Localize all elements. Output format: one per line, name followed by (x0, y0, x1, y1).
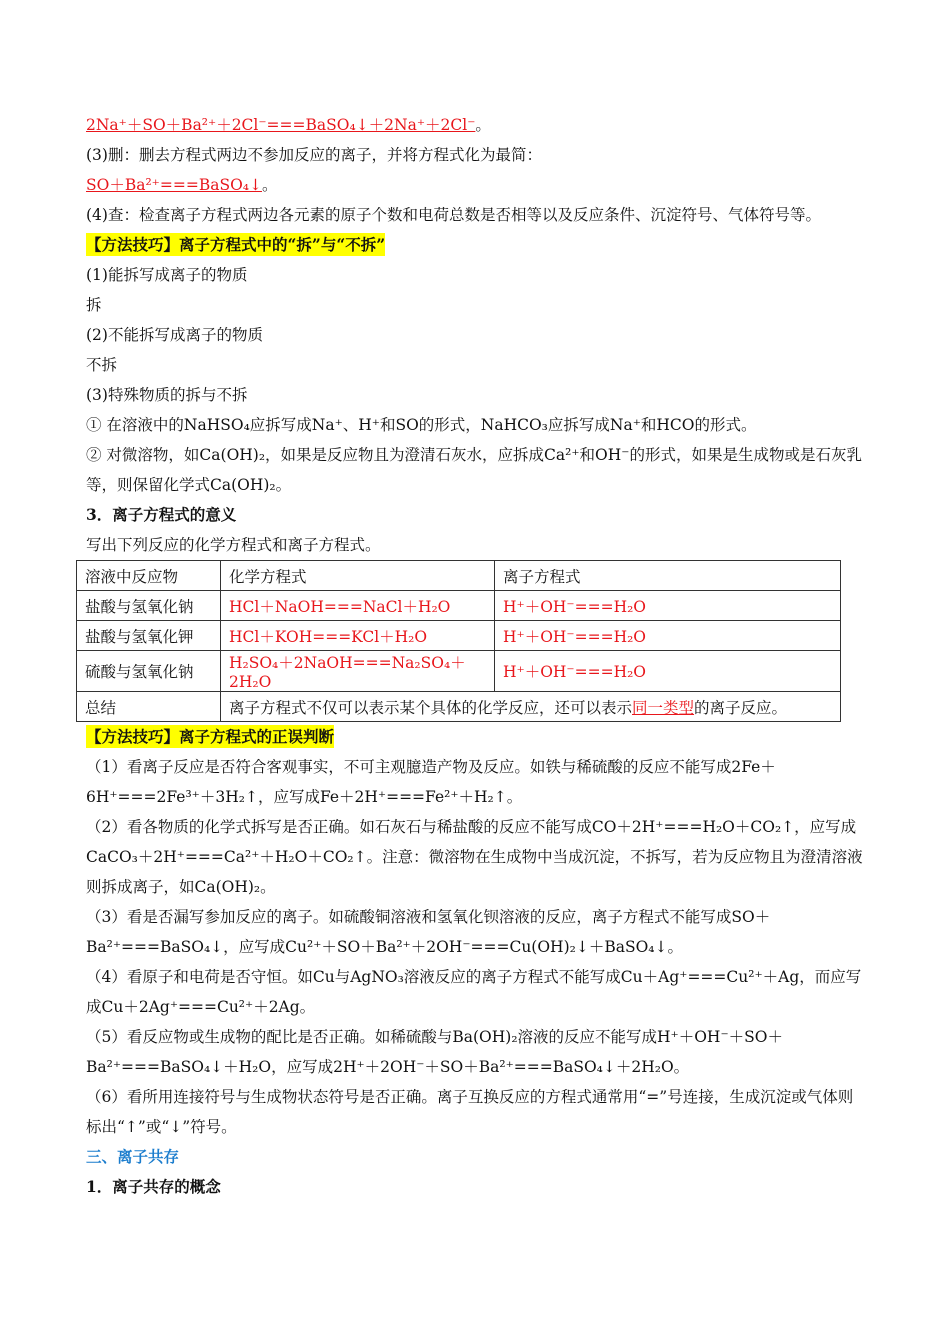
net-ionic-equation: SO＋Ba²⁺===BaSO₄↓ (86, 176, 262, 194)
judgment-2: （2）看各物质的化学式拆写是否正确。如石灰石与稀盐酸的反应不能写成CO＋2H⁺===H₂O＋CO₂↑，应写成CaCO₃＋2H⁺===Ca²⁺＋H₂O＋CO₂↑。注意：微溶物在生成物中当成沉淀，不拆写，若为反应物且为澄清溶液则拆成离子，如Ca(OH)₂。 (86, 818, 863, 896)
header-chem: 化学方程式 (221, 561, 495, 591)
table-row (77, 591, 841, 621)
cell-chem: H₂SO₄＋2NaOH===Na₂SO₄＋2H₂O (221, 651, 495, 692)
header-reactant: 溶液中反应物 (77, 561, 221, 591)
summary-label: 总结 (77, 692, 221, 722)
split-answer: 拆 (86, 296, 102, 314)
section-heading-coexist: 三、离子共存 (86, 1147, 180, 1166)
cell-chem: HCl＋KOH===KCl＋H₂O (221, 621, 495, 651)
equation-line (86, 170, 866, 200)
cell-reactant: 硫酸与氢氧化钠 (77, 651, 221, 692)
summary-pre: 离子方程式不仅可以表示某个具体的化学反应，还可以表示 (229, 698, 633, 717)
document-page (86, 108, 866, 1202)
cell-chem: HCl＋NaOH===NaCl＋H₂O (221, 591, 495, 621)
cell-ion: H⁺＋OH⁻===H₂O (495, 591, 841, 621)
full-ionic-equation: 2Na⁺＋SO＋Ba²⁺＋2Cl⁻===BaSO₄↓＋2Na⁺＋2Cl⁻ (86, 116, 476, 134)
special-item: (3)特殊物质的拆与不拆 (86, 386, 248, 404)
special-point-1: ① 在溶液中的NaHSO₄应拆写成Na⁺、H⁺和SO的形式，NaHCO₃应拆写成Na⁺和HCO的形式。 (86, 416, 757, 434)
table-row (77, 651, 841, 692)
can-split-item: (1)能拆写成离子的物质 (86, 266, 248, 284)
table-header-row (77, 561, 841, 591)
table-intro: 写出下列反应的化学方程式和离子方程式。 (86, 536, 381, 554)
subsection-heading-concept: 1．离子共存的概念 (86, 1177, 221, 1196)
period: 。 (475, 116, 491, 134)
tip-heading (86, 230, 866, 260)
not-split-answer: 不拆 (86, 356, 118, 374)
cell-ion: H⁺＋OH⁻===H₂O (495, 651, 841, 692)
cannot-split-item: (2)不能拆写成离子的物质 (86, 326, 263, 344)
judgment-1: （1）看离子反应是否符合客观事实，不可主观臆造产物及反应。如铁与稀硫酸的反应不能写成2Fe＋6H⁺===2Fe³⁺＋3H₂↑，应写成Fe＋2H⁺===Fe²⁺＋H₂↑。 (86, 758, 776, 806)
step-delete: (3)删：删去方程式两边不参加反应的离子，并将方程式化为最简： (86, 146, 542, 164)
tip-split-heading: 【方法技巧】离子方程式中的“拆”与“不拆” (86, 235, 386, 254)
header-ion: 离子方程式 (495, 561, 841, 591)
judgment-5: （5）看反应物或生成物的配比是否正确。如稀硫酸与Ba(OH)₂溶液的反应不能写成H⁺＋OH⁻＋SO＋Ba²⁺===BaSO₄↓＋H₂O，应写成2H⁺＋2OH⁻＋SO＋Ba²⁺===BaSO₄↓＋2H₂O。 (86, 1028, 783, 1076)
tip-judgment-heading: 【方法技巧】离子方程式的正误判断 (86, 727, 335, 746)
summary-key: 同一类型 (632, 698, 695, 717)
special-point-2: ② 对微溶物，如Ca(OH)₂，如果是反应物且为澄清石灰水，应拆成Ca²⁺和OH⁻的形式，如果是生成物或是石灰乳等，则保留化学式Ca(OH)₂。 (86, 446, 862, 494)
judgment-3: （3）看是否漏写参加反应的离子。如硫酸铜溶液和氢氧化钡溶液的反应，离子方程式不能写成SO＋Ba²⁺===BaSO₄↓，应写成Cu²⁺＋SO＋Ba²⁺＋2OH⁻===Cu(OH)₂↓＋BaSO₄↓。 (86, 908, 771, 956)
summary-text (221, 692, 841, 722)
table-summary-row (77, 692, 841, 722)
cell-reactant: 盐酸与氢氧化钾 (77, 621, 221, 651)
judgment-6: （6）看所用连接符号与生成物状态符号是否正确。离子互换反应的方程式通常用“=”号连接，生成沉淀或气体则标出“↑”或“↓”符号。 (86, 1088, 854, 1136)
summary-post: 的离子反应。 (694, 698, 788, 717)
step-check: (4)查：检查离子方程式两边各元素的原子个数和电荷总数是否相等以及反应条件、沉淀符号、气体符号等。 (86, 206, 821, 224)
equation-table (76, 560, 841, 722)
equation-line (86, 110, 866, 140)
tip-heading (86, 722, 866, 752)
cell-reactant: 盐酸与氢氧化钠 (77, 591, 221, 621)
judgment-4: （4）看原子和电荷是否守恒。如Cu与AgNO₃溶液反应的离子方程式不能写成Cu＋Ag⁺===Cu²⁺＋Ag，而应写成Cu＋2Ag⁺===Cu²⁺＋2Ag。 (86, 968, 862, 1016)
cell-ion: H⁺＋OH⁻===H₂O (495, 621, 841, 651)
section-heading-meaning: 3．离子方程式的意义 (86, 505, 237, 524)
table-row (77, 621, 841, 651)
period: 。 (261, 176, 278, 194)
